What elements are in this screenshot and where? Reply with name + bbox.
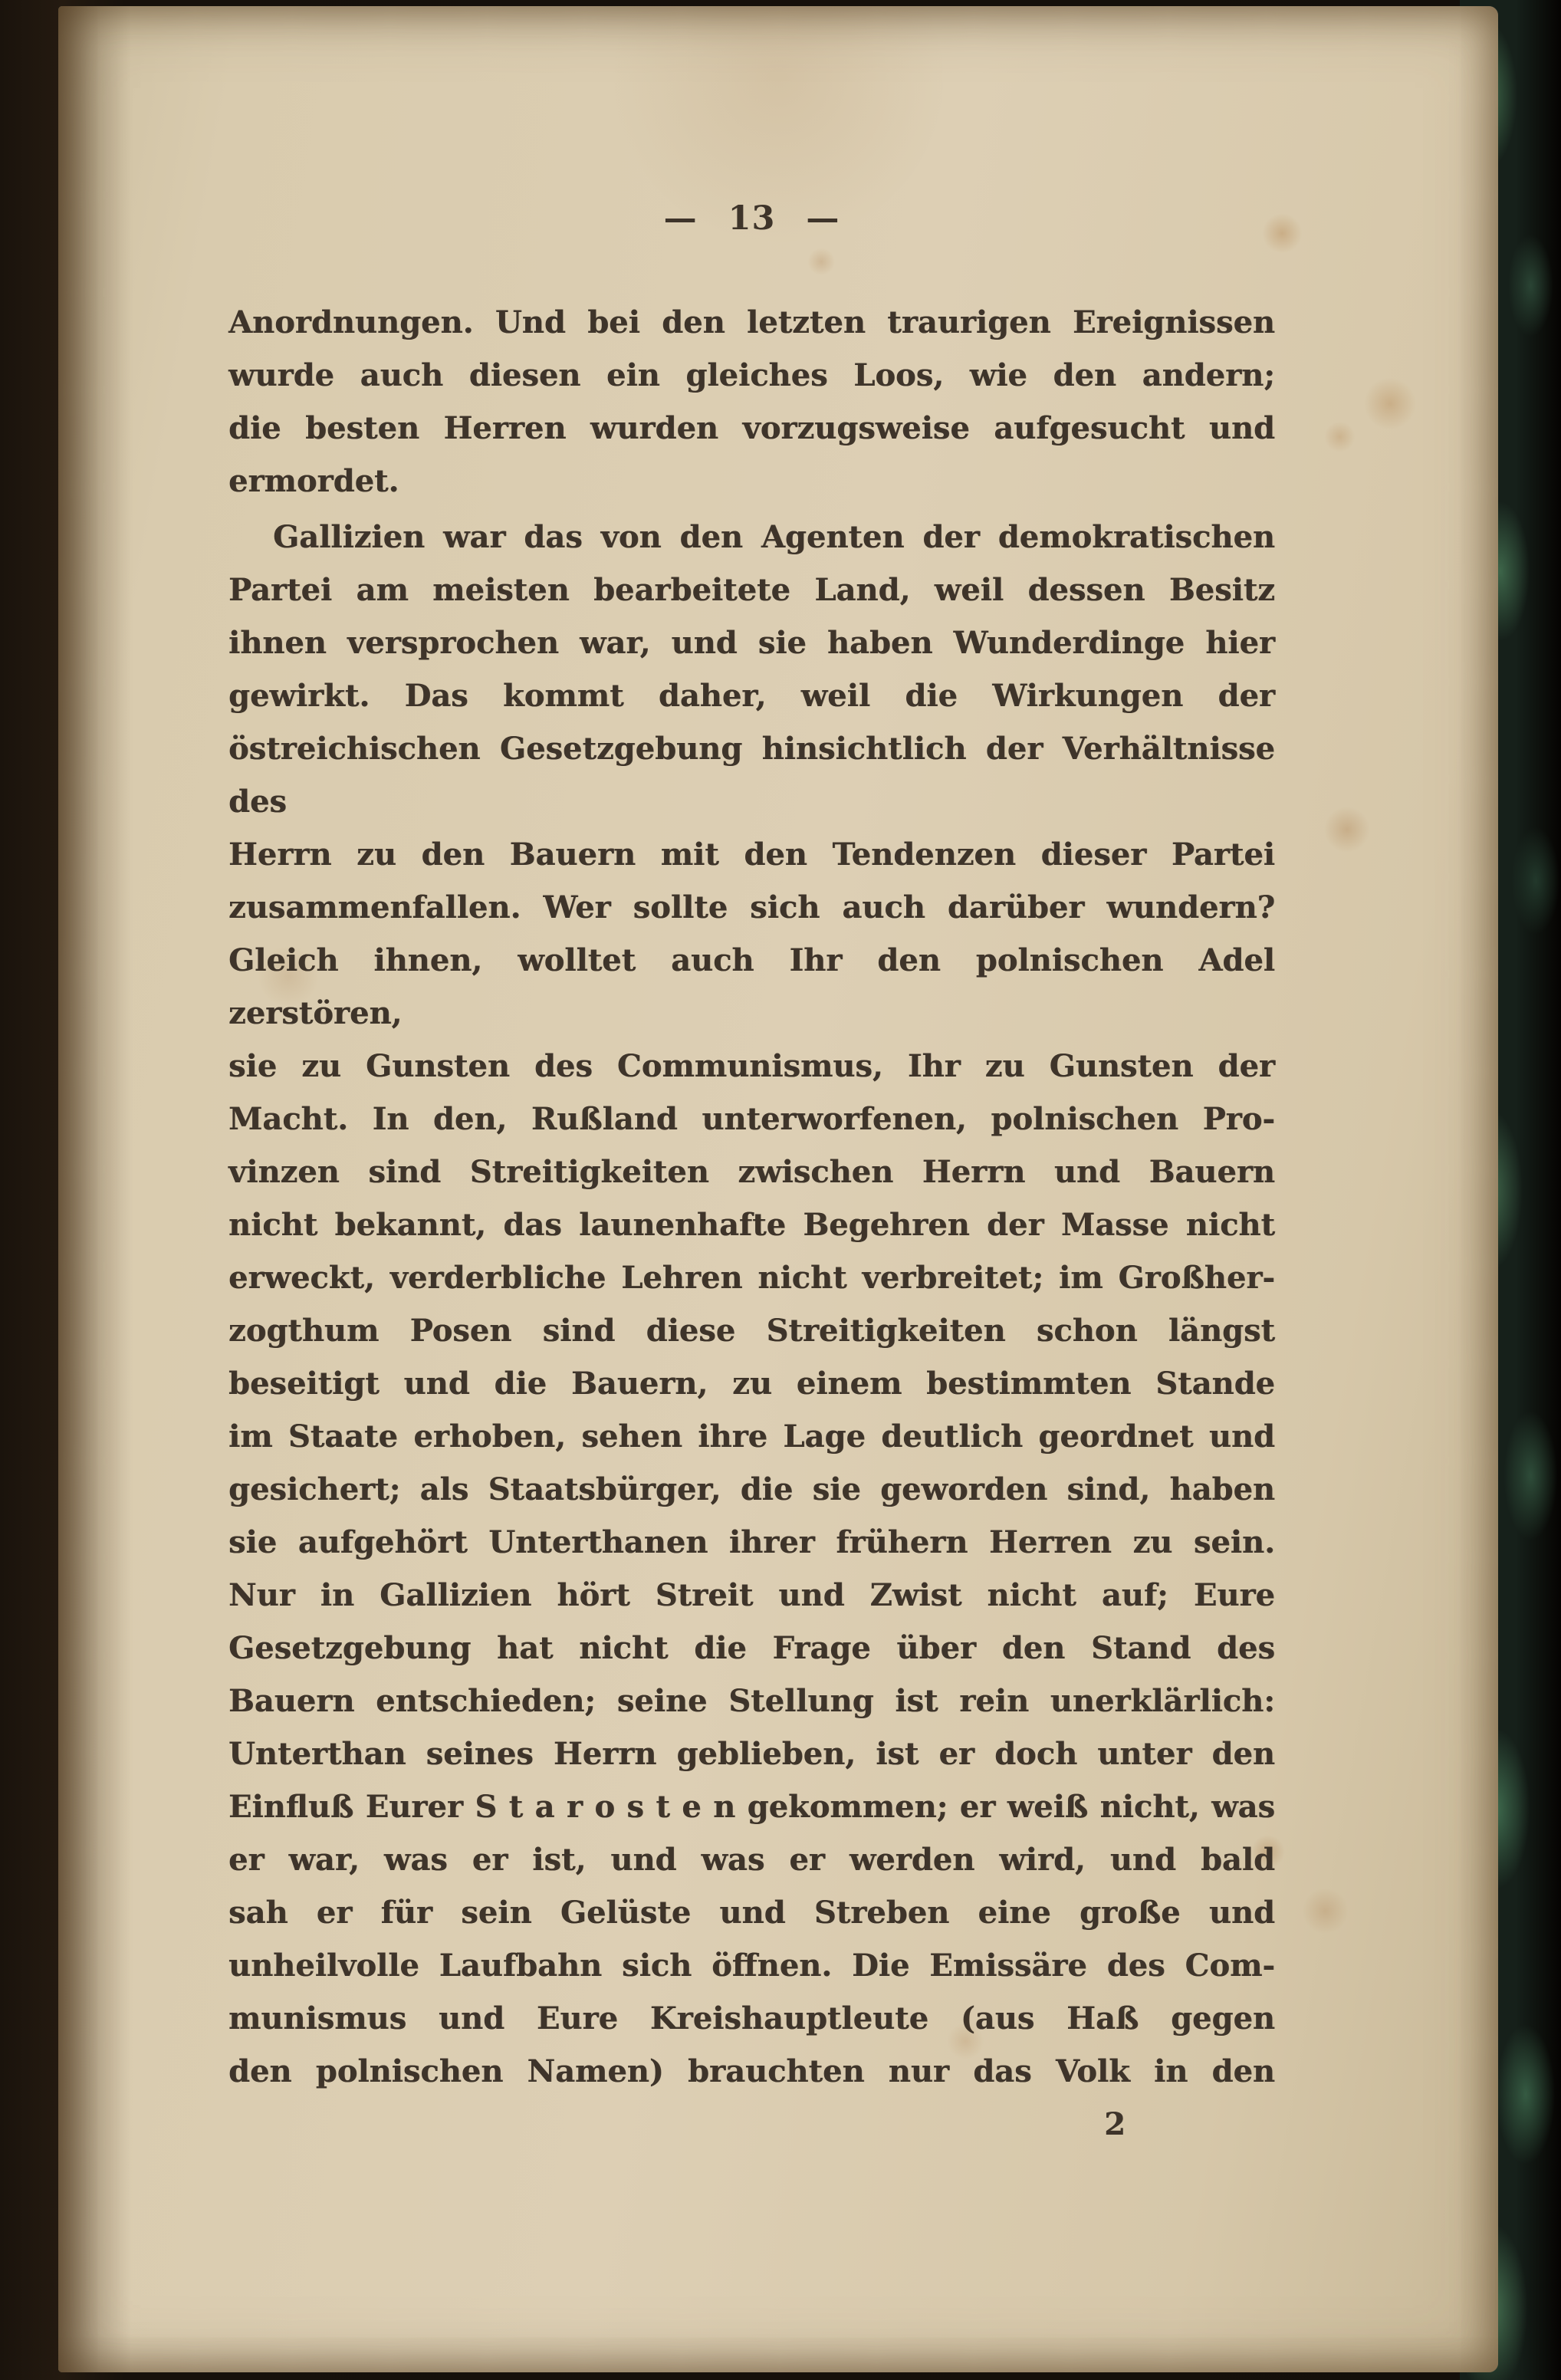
text-line: sah er für sein Gelüste und Streben eine große und: [228, 1895, 1275, 1931]
text-line: den polnischen Namen) brauchten nur das Volk in den: [228, 2053, 1275, 2089]
text-line: Herrn zu den Bauern mit den Tendenzen dieser Partei: [228, 837, 1275, 873]
paragraph: [228, 296, 1275, 508]
text-line: Partei am meisten bearbeitete Land, weil dessen Besitz: [228, 572, 1275, 608]
text-line: munismus und Eure Kreishauptleute (aus Haß gegen: [228, 2000, 1275, 2036]
text-line: Gallizien war das von den Agenten der demokratischen: [273, 519, 1275, 555]
text-line: nicht bekannt, das launenhafte Begehren der Masse nicht: [228, 1207, 1275, 1243]
text-line: die besten Herren wurden vorzugsweise aufgesucht und: [228, 410, 1275, 446]
text-line: beseitigt und die Bauern, zu einem bestimmten Stande: [228, 1366, 1275, 1402]
text-line: erweckt, verderbliche Lehren nicht verbreitet; im Großher-: [228, 1260, 1275, 1296]
book-page: [58, 6, 1498, 2372]
text-line: ihnen versprochen war, und sie haben Wunderdinge hier: [228, 625, 1275, 661]
text-line: sie zu Gunsten des Communismus, Ihr zu Gunsten der: [228, 1048, 1275, 1084]
text-line: ermordet.: [228, 463, 399, 499]
page-gutter-shadow: [58, 6, 131, 2372]
text-block: [228, 296, 1275, 2151]
text-line: zogthum Posen sind diese Streitigkeiten schon längst: [228, 1313, 1275, 1349]
text-line: unheilvolle Laufbahn sich öffnen. Die Emissäre des Com-: [228, 1948, 1275, 1984]
page-crease: [58, 889, 107, 902]
text-line: Einfluß Eurer S t a r o s t e n gekommen; er weiß nicht, was: [228, 1789, 1275, 1825]
text-line: Unterthan seines Herrn geblieben, ist er doch unter den: [228, 1736, 1275, 1772]
text-line: Anordnungen. Und bei den letzten traurigen Ereignissen: [228, 304, 1275, 340]
paragraph: [228, 511, 1275, 2098]
text-line: sie aufgehört Unterthanen ihrer frühern Herren zu sein.: [228, 1524, 1275, 1560]
text-line: Gesetzgebung hat nicht die Frage über den Stand des: [228, 1630, 1275, 1666]
signature-mark: 2: [1104, 2106, 1126, 2142]
text-line: er war, was er ist, und was er werden wird, und bald: [228, 1842, 1275, 1878]
text-line: gewirkt. Das kommt daher, weil die Wirkungen der: [228, 678, 1275, 714]
text-line: zusammenfallen. Wer sollte sich auch darüber wundern?: [228, 889, 1275, 925]
page-number: — 13 —: [663, 199, 840, 238]
text-line: Nur in Gallizien hört Streit und Zwist nicht auf; Eure: [228, 1577, 1275, 1613]
text-line: wurde auch diesen ein gleiches Loos, wie den andern;: [228, 357, 1275, 393]
text-line: Bauern entschieden; seine Stellung ist rein unerklärlich:: [228, 1683, 1275, 1719]
text-line: Macht. In den, Rußland unterworfenen, polnischen Pro-: [228, 1101, 1275, 1137]
text-line: gesichert; als Staatsbürger, die sie geworden sind, haben: [228, 1471, 1275, 1507]
text-line: vinzen sind Streitigkeiten zwischen Herrn und Bauern: [228, 1154, 1275, 1190]
text-line: im Staate erhoben, sehen ihre Lage deutlich geordnet und: [228, 1418, 1275, 1455]
text-line: östreichischen Gesetzgebung hinsichtlich der Verhältnisse des: [228, 731, 1275, 820]
text-line: Gleich ihnen, wolltet auch Ihr den polnischen Adel zerstören,: [228, 942, 1275, 1031]
